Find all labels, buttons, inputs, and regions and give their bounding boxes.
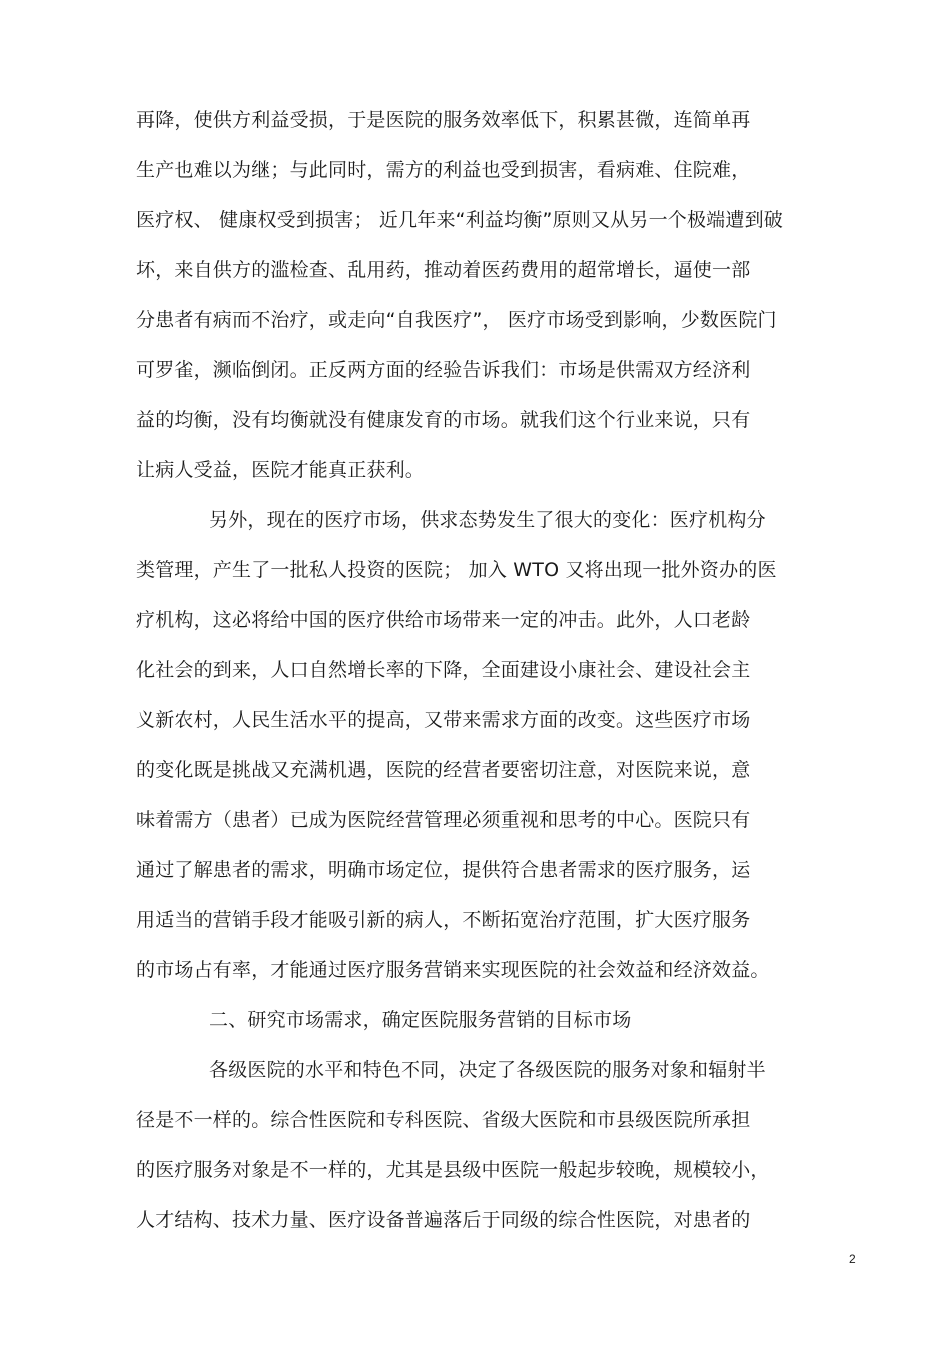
- text-line: 分患者有病而不治疗，或走向“自我医疗”， 医疗市场受到影响，少数医院门: [136, 309, 777, 331]
- text-line: 让病人受益，医院才能真正获利。: [136, 459, 425, 481]
- text-line: 人才结构、技术力量、医疗设备普遍落后于同级的综合性医院，对患者的: [136, 1209, 751, 1231]
- text-line: 类管理，产生了一批私人投资的医院； 加入 WTO 又将出现一批外资办的医: [136, 559, 777, 581]
- text-line: 可罗雀，濒临倒闭。正反两方面的经验告诉我们：市场是供需双方经济利: [136, 359, 751, 381]
- text-line: 的医疗服务对象是不一样的，尤其是县级中医院一般起步较晚，规模较小，: [136, 1159, 770, 1181]
- text-line: 径是不一样的。综合性医院和专科医院、省级大医院和市县级医院所承担: [136, 1109, 751, 1131]
- paragraph-start-line: 各级医院的水平和特色不同，决定了各级医院的服务对象和辐射半: [209, 1059, 766, 1081]
- text-line: 义新农村，人民生活水平的提高，又带来需求方面的改变。这些医疗市场: [136, 709, 751, 731]
- text-line: 再降，使供方利益受损，于是医院的服务效率低下，积累甚微，连简单再: [136, 109, 751, 131]
- text-line: 生产也难以为继；与此同时，需方的利益也受到损害，看病难、住院难，: [136, 159, 751, 181]
- text-line: 化社会的到来，人口自然增长率的下降，全面建设小康社会、建设社会主: [136, 659, 751, 681]
- section-heading: 二、研究市场需求，确定医院服务营销的目标市场: [209, 1009, 632, 1031]
- text-line: 疗机构，这必将给中国的医疗供给市场带来一定的冲击。此外，人口老龄: [136, 609, 751, 631]
- page-number: 2: [849, 1252, 856, 1266]
- text-line: 通过了解患者的需求，明确市场定位，提供符合患者需求的医疗服务，运: [136, 859, 751, 881]
- text-line: 医疗权、 健康权受到损害； 近几年来“利益均衡”原则又从另一个极端遭到破: [136, 209, 783, 231]
- paragraph-start-line: 另外，现在的医疗市场，供求态势发生了很大的变化：医疗机构分: [209, 509, 766, 531]
- text-line: 的市场占有率，才能通过医疗服务营销来实现医院的社会效益和经济效益。: [136, 959, 770, 981]
- text-line: 的变化既是挑战又充满机遇，医院的经营者要密切注意，对医院来说，意: [136, 759, 751, 781]
- text-line: 益的均衡，没有均衡就没有健康发育的市场。就我们这个行业来说，只有: [136, 409, 751, 431]
- text-line: 用适当的营销手段才能吸引新的病人，不断拓宽治疗范围，扩大医疗服务: [136, 909, 751, 931]
- text-line: 坏，来自供方的滥检查、乱用药，推动着医药费用的超常增长，逼使一部: [136, 259, 751, 281]
- text-line: 味着需方（患者）已成为医院经营管理必须重视和思考的中心。医院只有: [136, 809, 751, 831]
